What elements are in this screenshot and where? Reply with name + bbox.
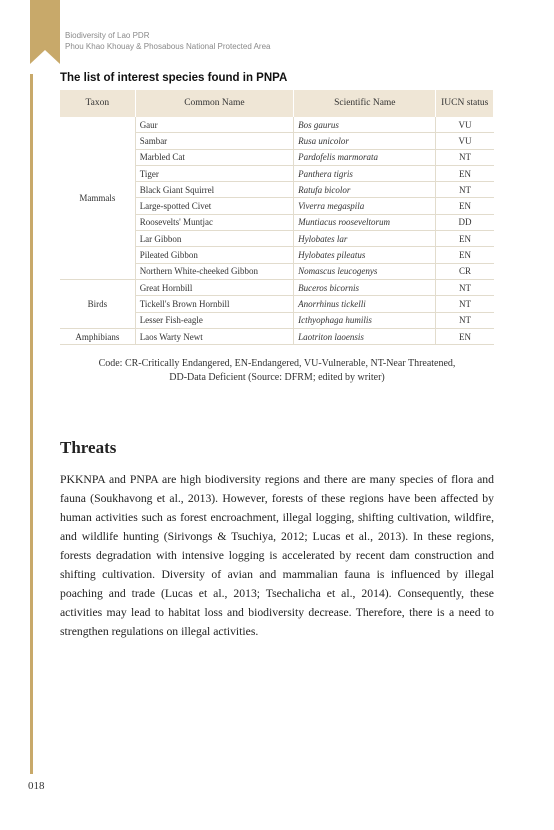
col-header-iucn-status: IUCN status	[436, 90, 494, 117]
header-subtitle: Phou Khao Khouay & Phosabous National Protected Area	[65, 42, 271, 51]
scientific-name-cell: Anorrhinus tickelli	[294, 296, 436, 312]
caption-line-1: Code: CR-Critically Endangered, EN-Endangered, VU-Vulnerable, NT-Near Threatened,	[98, 358, 456, 369]
iucn-status-cell: NT	[436, 279, 494, 295]
common-name-cell: Northern White-cheeked Gibbon	[135, 263, 293, 279]
body-paragraph: PKKNPA and PNPA are high biodiversity regions and there are many species of flora and fauna (Soukhavong et al., 2013). However, forests of these regions have been affected by human activities such as forest encroachment, illegal logging, shifting cultivation, wildfire, and wildlife hunting (Sirivongs & Tsuchiya, 2012; Lucas et al., 2013). In these regions, forests degradation with intensive logging is accelerated by recent dam construction and shifting cultivation. Diversity of avian and mammalian fauna is influenced by illegal poaching and trade (Lucas et al., 2013; Tsechalicha et al., 2014). Consequently, these activities may lead to habitat loss and biodiversity decrease. Therefore, there is a need to strengthen regulations on illegal activities.	[60, 473, 494, 638]
scientific-name-cell: Panthera tigris	[294, 165, 436, 181]
common-name-cell: Sambar	[135, 133, 293, 149]
scientific-name-cell: Icthyophaga humilis	[294, 312, 436, 328]
scientific-name-cell: Laotriton laoensis	[294, 328, 436, 344]
scientific-name-cell: Hylobates pileatus	[294, 247, 436, 263]
species-table	[60, 90, 494, 345]
common-name-cell: Roosevelts' Muntjac	[135, 214, 293, 230]
common-name-cell: Lesser Fish-eagle	[135, 312, 293, 328]
col-header-common-name: Common Name	[135, 90, 293, 117]
scientific-name-cell: Nomascus leucogenys	[294, 263, 436, 279]
iucn-status-cell: CR	[436, 263, 494, 279]
common-name-cell: Marbled Cat	[135, 149, 293, 165]
common-name-cell: Large-spotted Civet	[135, 198, 293, 214]
scientific-name-cell: Viverra megaspila	[294, 198, 436, 214]
running-header	[65, 30, 270, 52]
scientific-name-cell: Ratufa bicolor	[294, 182, 436, 198]
margin-rule	[30, 74, 33, 774]
common-name-cell: Tiger	[135, 165, 293, 181]
iucn-status-cell: NT	[436, 296, 494, 312]
iucn-status-cell: NT	[436, 149, 494, 165]
iucn-status-cell: DD	[436, 214, 494, 230]
scientific-name-cell: Pardofelis marmorata	[294, 149, 436, 165]
section-heading: Threats	[60, 438, 117, 457]
iucn-status-cell: VU	[436, 117, 494, 133]
common-name-cell: Lar Gibbon	[135, 231, 293, 247]
iucn-status-cell: NT	[436, 182, 494, 198]
common-name-cell: Tickell's Brown Hornbill	[135, 296, 293, 312]
common-name-cell: Pileated Gibbon	[135, 247, 293, 263]
col-header-scientific-name: Scientific Name	[294, 90, 436, 117]
common-name-cell: Laos Warty Newt	[135, 328, 293, 344]
iucn-status-cell: EN	[436, 198, 494, 214]
taxon-cell: Mammals	[60, 117, 135, 279]
table-caption	[60, 357, 494, 385]
scientific-name-cell: Buceros bicornis	[294, 279, 436, 295]
taxon-cell: Amphibians	[60, 328, 135, 344]
table-header-row	[60, 90, 494, 117]
iucn-status-cell: EN	[436, 247, 494, 263]
iucn-status-cell: EN	[436, 328, 494, 344]
common-name-cell: Gaur	[135, 117, 293, 133]
page-number: 018	[28, 780, 45, 792]
table-title: The list of interest species found in PNPA	[60, 72, 288, 84]
caption-line-2: DD-Data Deficient (Source: DFRM; edited by writer)	[169, 372, 385, 383]
scientific-name-cell: Bos gaurus	[294, 117, 436, 133]
table-body	[60, 117, 494, 345]
taxon-cell: Birds	[60, 279, 135, 328]
header-title: Biodiversity of Lao PDR	[65, 31, 150, 40]
table-row	[60, 117, 494, 133]
iucn-status-cell: VU	[436, 133, 494, 149]
table-row	[60, 279, 494, 295]
table-row	[60, 328, 494, 344]
iucn-status-cell: EN	[436, 165, 494, 181]
iucn-status-cell: EN	[436, 231, 494, 247]
scientific-name-cell: Hylobates lar	[294, 231, 436, 247]
header-tab-marker	[30, 0, 60, 50]
col-header-taxon: Taxon	[60, 90, 135, 117]
common-name-cell: Great Hornbill	[135, 279, 293, 295]
common-name-cell: Black Giant Squirrel	[135, 182, 293, 198]
scientific-name-cell: Rusa unicolor	[294, 133, 436, 149]
iucn-status-cell: NT	[436, 312, 494, 328]
scientific-name-cell: Muntiacus rooseveltorum	[294, 214, 436, 230]
